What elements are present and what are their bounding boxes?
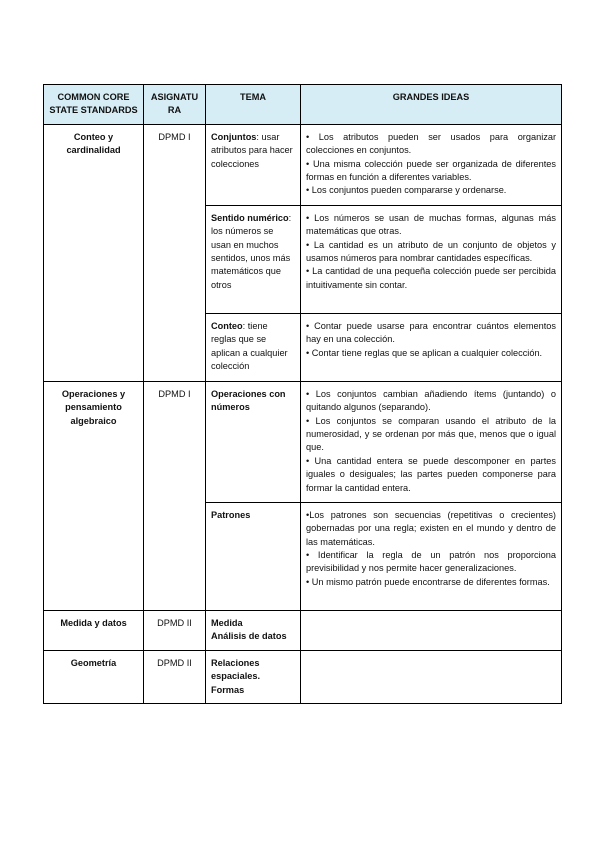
idea-item: • Los atributos pueden ser usados para organizar colecciones en conjuntos. — [306, 131, 556, 156]
tema-description: : tiene reglas que se aplican a cualquier colección — [211, 320, 288, 372]
ideas-cell — [301, 650, 562, 703]
tema-description: : usar atributos para hacer colecciones — [211, 131, 293, 169]
ideas-cell — [301, 502, 562, 610]
ideas-cell — [301, 124, 562, 205]
table-row — [44, 650, 562, 703]
asignatura-cell: DPMD I — [144, 124, 206, 381]
idea-item: • Un mismo patrón puede encontrarse de diferentes formas. — [306, 576, 550, 587]
tema-line: Formas — [211, 684, 245, 695]
header-ideas: GRANDES IDEAS — [301, 85, 562, 125]
tema-line: Análisis de datos — [211, 631, 287, 642]
idea-item: • Contar puede usarse para encontrar cuántos elementos hay en una colección. — [306, 320, 556, 345]
tema-description: : los números se usan en muchos sentidos, unos más matemáticos que otros — [211, 212, 292, 290]
idea-item: • Los números se usan de muchas formas, algunas más matemáticas que otras. — [306, 212, 556, 237]
tema-line: Medida — [211, 617, 243, 628]
header-row — [44, 85, 562, 125]
tema-line: Relaciones espaciales. — [211, 657, 261, 682]
idea-item: • Una cantidad entera se puede descomponer en partes iguales o desiguales; las partes pueden componerse para formar la cantidad entera. — [306, 455, 556, 493]
tema-title: Conjuntos — [211, 131, 257, 142]
asignatura-cell: DPMD I — [144, 381, 206, 610]
standards-table — [43, 84, 562, 704]
standard-cell: Geometría — [44, 650, 144, 703]
ideas-cell — [301, 205, 562, 313]
header-standards: COMMON CORE STATE STANDARDS — [44, 85, 144, 125]
table-row — [44, 124, 562, 205]
header-tema: TEMA — [206, 85, 301, 125]
idea-item: • Los conjuntos se comparan usando el atributo de la numerosidad, y se ordenan por más que, menos que o igual que. — [306, 415, 556, 453]
standard-cell: Operaciones y pensamiento algebraico — [44, 381, 144, 610]
idea-item: • Una misma colección puede ser organizada de diferentes formas en función a diferentes variables. — [306, 158, 556, 183]
tema-title: Operaciones con números — [211, 388, 286, 413]
standard-cell: Conteo y cardinalidad — [44, 124, 144, 381]
tema-title: Conteo — [211, 320, 243, 331]
tema-cell — [206, 381, 301, 502]
tema-cell — [206, 205, 301, 313]
tema-cell — [206, 124, 301, 205]
tema-cell — [206, 502, 301, 610]
tema-title: Patrones — [211, 509, 251, 520]
idea-item: • Contar tiene reglas que se aplican a cualquier colección. — [306, 347, 543, 358]
ideas-cell — [301, 313, 562, 381]
ideas-cell — [301, 610, 562, 650]
idea-item: • La cantidad de una pequeña colección puede ser percibida intuitivamente sin contar. — [306, 266, 556, 290]
table-row — [44, 610, 562, 650]
tema-cell — [206, 650, 301, 703]
tema-cell — [206, 610, 301, 650]
idea-item: •Los patrones son secuencias (repetitivas o crecientes) gobernadas por una regla; existen en el mundo y dentro de las matemáticas. — [306, 509, 556, 547]
idea-item: • Identificar la regla de un patrón nos proporciona previsibilidad y nos permite hacer generalizaciones. — [306, 550, 556, 574]
idea-item: • Los conjuntos cambian añadiendo ítems (juntando) o quitando algunos (separando). — [306, 388, 556, 413]
table-row — [44, 381, 562, 502]
standard-cell: Medida y datos — [44, 610, 144, 650]
idea-item: • Los conjuntos pueden compararse y ordenarse. — [306, 185, 507, 196]
idea-item: • La cantidad es un atributo de un conjunto de objetos y usamos números para nombrar cantidades específicas. — [306, 239, 556, 264]
tema-cell — [206, 313, 301, 381]
asignatura-cell: DPMD II — [144, 650, 206, 703]
tema-title: Sentido numérico — [211, 212, 289, 223]
header-asignatura: ASIGNATURA — [144, 85, 206, 125]
asignatura-cell: DPMD II — [144, 610, 206, 650]
ideas-cell — [301, 381, 562, 502]
